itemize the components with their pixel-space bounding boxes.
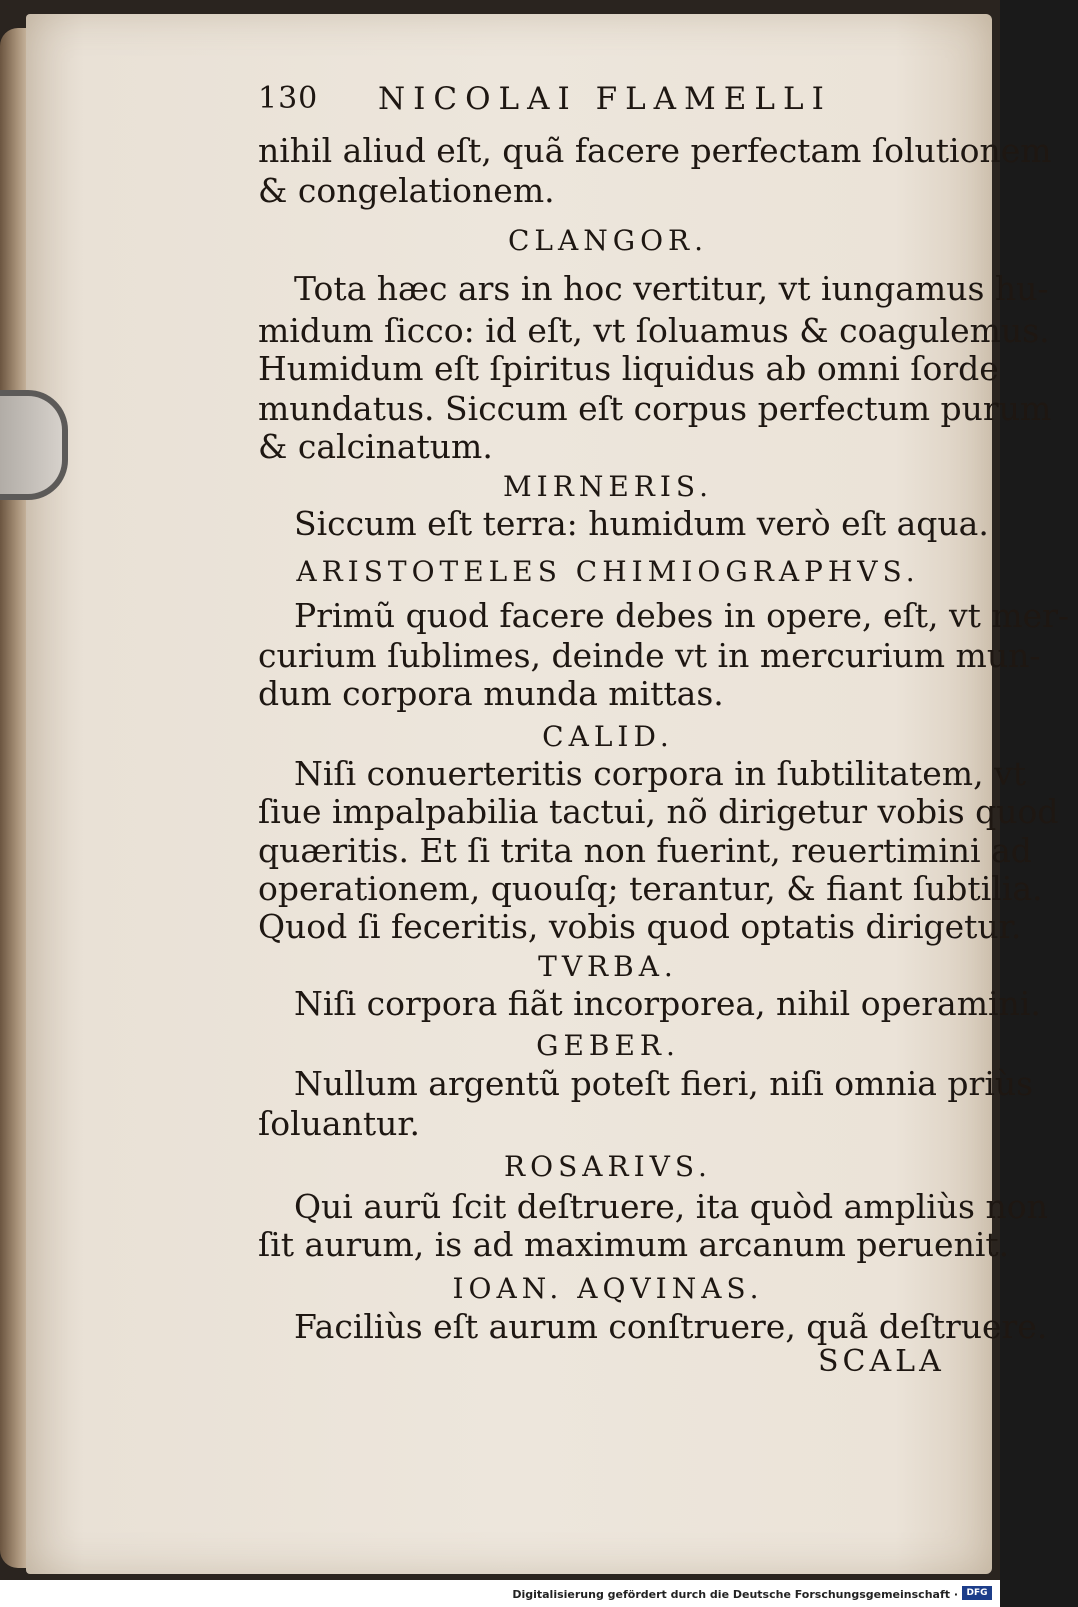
text-line: Humidum eſt ſpiritus liquidus ab omni ſorde (258, 349, 999, 388)
text-line: Faciliùs eſt aurum conſtruere, quã deſtruere. (294, 1307, 1048, 1346)
text-line: Quod ſi feceritis, vobis quod optatis dirigetur. (258, 907, 1022, 946)
text-line: ſiue impalpabilia tactui, nõ dirigetur vobis quod (258, 792, 1059, 831)
text-line: & calcinatum. (258, 427, 493, 466)
dfg-logo: DFG (962, 1586, 992, 1600)
section-heading: TVRBA. (538, 950, 678, 983)
footer-credit: Digitalisierung gefördert durch die Deutsche Forschungsgemeinschaft · (512, 1588, 958, 1601)
text-line: Primũ quod facere debes in opere, eſt, vt mer- (294, 596, 1070, 635)
text-line: Niſi conuerteritis corpora in ſubtilitatem, vt (294, 754, 1026, 793)
catchword: SCALA (818, 1344, 945, 1379)
page-clip (0, 390, 68, 500)
text-line: midum ſicco: id eſt, vt ſoluamus & coagulemus. (258, 311, 1050, 350)
text-line: & congelationem. (258, 171, 555, 210)
running-head: NICOLAI FLAMELLI (378, 81, 832, 117)
text-line: curium ſublimes, deinde vt in mercurium mun- (258, 636, 1041, 675)
text-line: mundatus. Siccum eſt corpus perfectum purum (258, 389, 1052, 428)
page-number: 130 (258, 81, 319, 116)
text-line: Siccum eſt terra: humidum verò eſt aqua. (294, 504, 989, 543)
section-heading: CLANGOR. (507, 224, 709, 257)
section-heading: MIRNERIS. (503, 470, 713, 503)
footer-bar (0, 1580, 1000, 1607)
text-line: ſit aurum, is ad maximum arcanum peruenit. (258, 1225, 1010, 1264)
section-heading: GEBER. (536, 1029, 680, 1062)
text-line: Niſi corpora fiãt incorporea, nihil operamini. (294, 984, 1041, 1023)
text-line: Tota hæc ars in hoc vertitur, vt iungamus hu- (294, 269, 1049, 308)
text-line: dum corpora munda mittas. (258, 674, 724, 713)
section-heading: ROSARIVS. (504, 1150, 712, 1183)
text-line: Qui aurũ ſcit deſtruere, ita quòd ampliùs non (294, 1187, 1048, 1226)
section-heading: ARISTOTELES CHIMIOGRAPHVS. (296, 555, 920, 588)
text-line: quæritis. Et ſi trita non fuerint, reuertimini ad (258, 831, 1032, 870)
text-line: nihil aliud eſt, quã facere perfectam ſolutionem (258, 131, 1052, 170)
text-line: Nullum argentũ poteſt fieri, niſi omnia priùs (294, 1064, 1034, 1103)
text-line: operationem, quouſq; terantur, & fiant ſubtilia. (258, 869, 1043, 908)
section-heading: IOAN. AQVINAS. (452, 1272, 764, 1305)
section-heading: CALID. (542, 720, 674, 753)
text-line: ſoluantur. (258, 1104, 420, 1143)
